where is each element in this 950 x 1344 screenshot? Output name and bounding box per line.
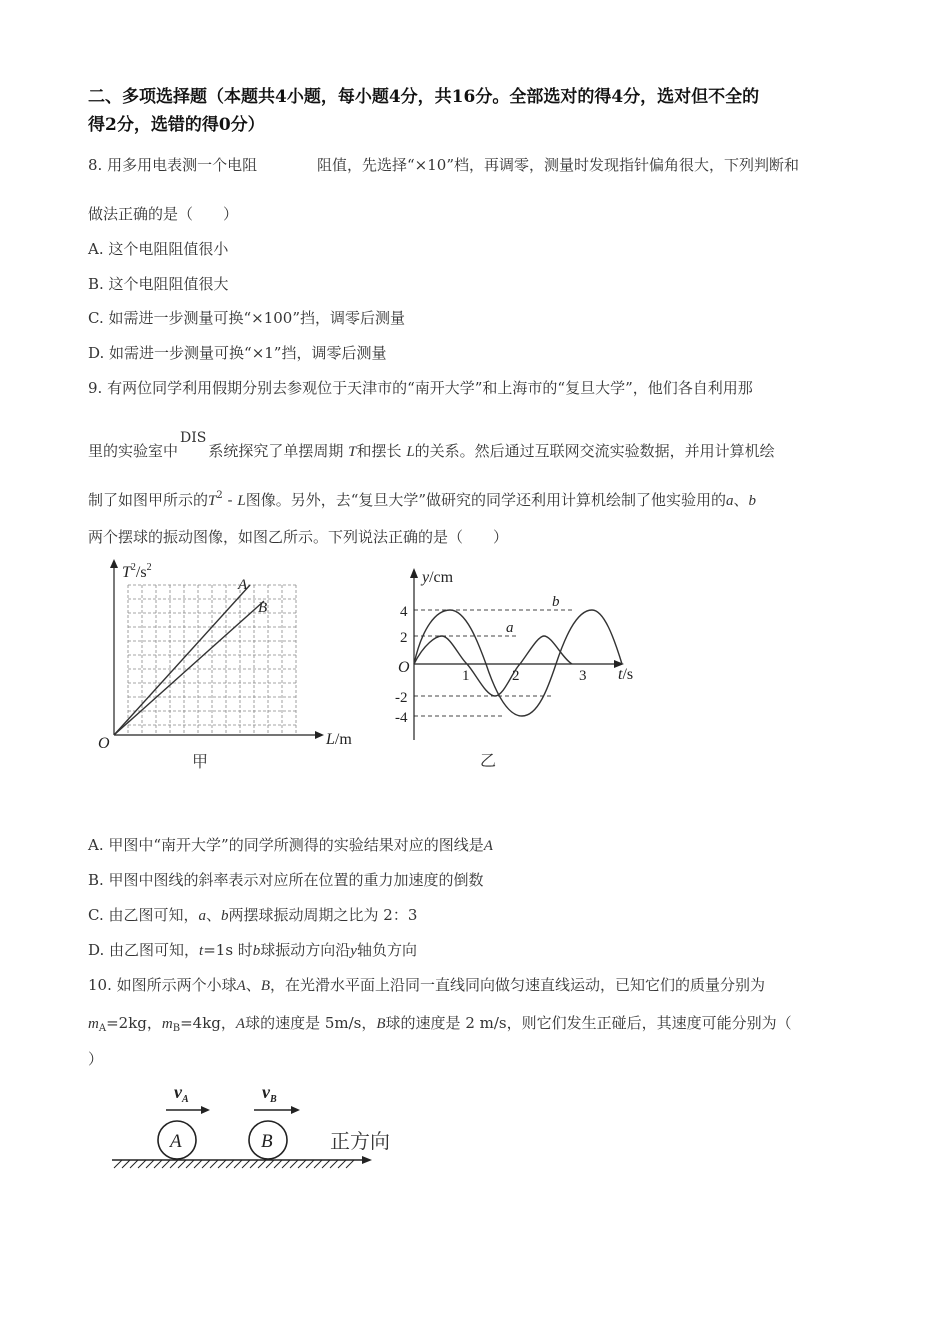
jia-y-sup: 2 [130,562,136,573]
q9-option-d-t1: D. 由乙图可知， [88,941,200,959]
q8-option-c: C. 如需进一步测量可换“×100”挡，调零后测量 [88,309,406,327]
q9-option-a-var: A [483,838,493,854]
q8-option-b: B. 这个电阻阻值很大 [88,275,229,293]
q10-mB-m: m [161,1016,173,1032]
yi-tick-2s: 2 [512,668,520,684]
q10-va-arrow-head [201,1106,210,1114]
q10-vb-arrow-head [291,1106,300,1114]
section-heading-line1: 二、多项选择题（本题共4小题，每小题4分，共16分。全部选对的得4分，选对但不全的 [88,87,760,107]
q9-line2 [88,430,775,461]
figure-q10 [104,1076,414,1176]
q9-option-a-text: A. 甲图中“南开大学”的同学所测得的实验结果对应的图线是 [88,836,484,854]
q9-line2-text-b: 系统探究了单摆周期 [208,442,344,460]
q9-option-d [88,939,417,960]
q9-line2-text-c: 和摆长 [356,442,402,460]
q10-ground-hatch [114,1160,354,1168]
q9-line3-T: T [208,493,217,509]
q10-mB-sub: B [172,1023,181,1034]
q9-var-L: L [406,444,415,460]
q10-va-sub: A [182,1094,189,1105]
q8-stem-part1: 8. 用多用电表测一个电阻 [88,156,258,174]
q9-line3-sep: 、 [733,491,749,509]
q9-option-c [88,904,417,925]
q10-vb-label [262,1082,277,1105]
q10-va-v: v [174,1082,182,1102]
q10-line2-A: A [235,1016,246,1032]
jia-x-unit: /m [334,731,352,748]
q9-line3-L: L [237,493,246,509]
jia-line-a [114,585,250,735]
jia-x-arrow [315,731,324,739]
q10-direction-label: 正方向 [330,1131,390,1153]
q9-option-d-t: t [199,943,204,959]
q9-line3-text-a: 制了如图甲所示的 [88,491,209,509]
yi-x-unit: /s [622,666,634,683]
q9-option-b: B. 甲图中图线的斜率表示对应所在位置的重力加速度的倒数 [88,871,484,889]
q10-line2-B: B [376,1016,386,1032]
q9-line3-a: a [726,493,734,509]
q10-ball-b-label: B [261,1131,273,1152]
yi-tick-neg4: -4 [395,710,408,726]
jia-y-label [122,562,152,581]
jia-x-label [325,731,352,748]
q9-line3-text-b: 图像。另外，去“复旦大学”做研究的同学还利用计算机绘制了他实验用的 [245,491,727,509]
q9-option-c-t1: C. 由乙图可知， [88,906,199,924]
section-heading-line2: 得2分，选错的得0分） [88,115,265,135]
q10-line1-B: B [260,978,270,994]
q9-line3-dash: - [222,491,238,509]
q10-line1-sep: 、 [245,976,261,994]
jia-origin: O [98,735,110,752]
q10-line1-t1: 10. 如图所示两个小球 [88,976,237,994]
q9-line2-text-a: 里的实验室中 [88,442,179,460]
yi-curve-b [414,610,622,716]
q10-line1-t2: ，在光滑水平面上沿同一直线同向做匀速直线运动，已知它们的质量分别为 [269,976,765,994]
q10-ball-a-label: A [170,1131,182,1152]
jia-line-b [114,601,264,735]
q9-line3-sup: 2 [216,490,223,501]
q9-var-T: T [348,444,357,460]
yi-y-var: y [422,569,430,586]
yi-label-b: b [552,594,560,610]
q10-mA-val: =2kg， [106,1014,162,1032]
q9-option-a [88,834,493,855]
yi-caption: 乙 [480,753,497,770]
q10-mB-val: =4kg， [180,1014,236,1032]
figure-yi [392,562,642,777]
jia-label-b: B [258,600,268,616]
yi-y-unit: /cm [429,569,454,586]
q10-line3: ） [88,1050,104,1068]
q10-line2-t2: 球的速度是 2 m/s，则它们发生正碰后，其速度可能分别为（ [385,1014,792,1032]
q9-dis: DIS [180,430,207,446]
yi-x-label [618,666,633,683]
q9-option-c-b: b [221,908,229,924]
q10-mA-m: m [88,1016,99,1032]
jia-label-a: A [238,577,248,593]
q9-option-d-t4: 轴负方向 [356,941,417,959]
q10-line2 [88,1012,792,1034]
q9-option-d-b: b [252,943,261,959]
yi-tick-1: 1 [462,668,470,684]
q8-option-d: D. 如需进一步测量可换“×1”挡，调零后测量 [88,344,387,362]
q8-stem-part2: 阻值，先选择“×10”档，再调零，测量时发现指针偏角很大，下列判断和 [317,156,799,174]
q10-mA-sub: A [98,1023,107,1034]
q8-stem-line2: 做法正确的是（ ） [88,205,239,223]
figure-jia [94,555,364,775]
q9-option-c-t2: 、 [205,906,221,924]
yi-tick-neg2: -2 [395,690,408,706]
q10-line2-t1: 球的速度是 5m/s， [245,1014,377,1032]
jia-grid [128,585,296,735]
q9-option-d-t3: 球振动方向沿 [260,941,351,959]
yi-tick-2: 2 [400,630,408,646]
yi-tick-3: 3 [579,668,587,684]
q10-line1 [88,974,765,995]
jia-y-T: T [122,564,131,581]
yi-x-var: t [618,666,623,683]
q10-vb-v: v [262,1082,270,1102]
q10-va-label [174,1082,189,1105]
q9-option-c-t3: 两摆球振动周期之比为 2：3 [228,906,418,924]
q9-line3 [88,489,756,510]
q9-option-c-a: a [198,908,206,924]
yi-y-arrow [410,568,418,578]
yi-origin: O [398,659,410,676]
q9-line3-b: b [748,493,757,509]
q10-vb-sub: B [270,1094,277,1105]
q9-option-d-t2: =1s 时 [203,941,253,959]
yi-tick-4: 4 [400,604,408,620]
jia-caption: 甲 [192,754,209,771]
q10-line1-A: A [236,978,246,994]
q9-line1: 9. 有两位同学利用假期分别去参观位于天津市的“南开大学”和上海市的“复旦大学”，他们各自利用那 [88,379,753,397]
q9-option-d-y: y [350,943,357,959]
jia-y-arrow [110,559,118,568]
jia-y-unit: /s [135,564,147,581]
q9-line2-text-d: 的关系。然后通过互联网交流实验数据，并用计算机绘 [414,442,775,460]
jia-y-unit-sup: 2 [146,562,152,573]
q9-line4: 两个摆球的振动图像，如图乙所示。下列说法正确的是（ ） [88,528,509,546]
q10-ground-arrow [362,1156,372,1164]
yi-y-label [420,569,454,586]
q8-option-a: A. 这个电阻阻值很小 [88,240,229,258]
yi-label-a: a [506,620,514,636]
jia-x-L: L [326,731,335,748]
yi-guides [414,610,572,716]
